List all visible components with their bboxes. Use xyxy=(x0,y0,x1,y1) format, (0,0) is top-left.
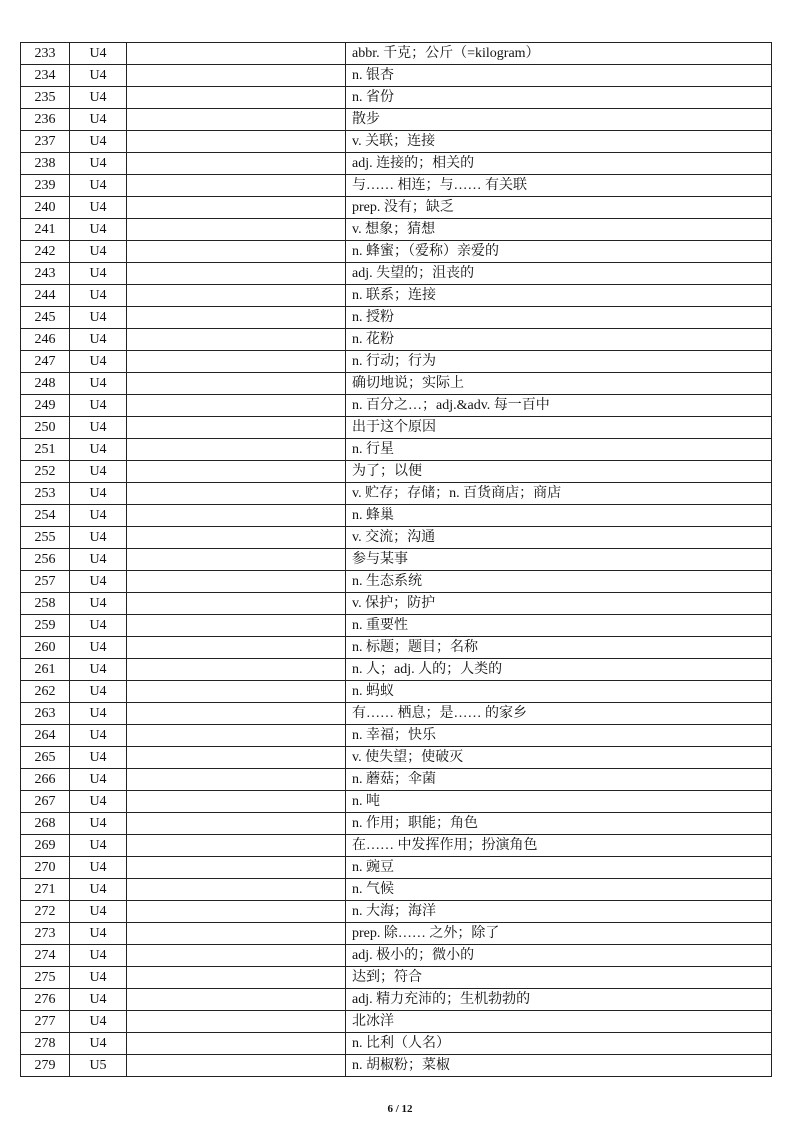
row-number-cell: 278 xyxy=(21,1033,70,1055)
table-row xyxy=(21,241,772,263)
unit-cell: U4 xyxy=(70,967,127,989)
table-row xyxy=(21,989,772,1011)
table-row xyxy=(21,637,772,659)
unit-cell: U4 xyxy=(70,219,127,241)
row-number-cell: 246 xyxy=(21,329,70,351)
table-row xyxy=(21,593,772,615)
row-number-cell: 277 xyxy=(21,1011,70,1033)
meaning-cell: n. 蘑菇；伞菌 xyxy=(346,769,772,791)
table-row xyxy=(21,923,772,945)
unit-cell: U4 xyxy=(70,791,127,813)
meaning-cell: abbr. 千克；公斤（=kilogram） xyxy=(346,43,772,65)
word-cell xyxy=(127,197,346,219)
word-cell xyxy=(127,703,346,725)
row-number-cell: 241 xyxy=(21,219,70,241)
row-number-cell: 255 xyxy=(21,527,70,549)
meaning-cell: v. 贮存；存储；n. 百货商店；商店 xyxy=(346,483,772,505)
word-cell xyxy=(127,879,346,901)
table-row xyxy=(21,219,772,241)
table-row xyxy=(21,835,772,857)
unit-cell: U4 xyxy=(70,813,127,835)
row-number-cell: 274 xyxy=(21,945,70,967)
meaning-cell: n. 重要性 xyxy=(346,615,772,637)
meaning-cell: 参与某事 xyxy=(346,549,772,571)
unit-cell: U4 xyxy=(70,307,127,329)
meaning-cell: 散步 xyxy=(346,109,772,131)
word-cell xyxy=(127,527,346,549)
row-number-cell: 238 xyxy=(21,153,70,175)
table-row xyxy=(21,615,772,637)
word-cell xyxy=(127,241,346,263)
word-cell xyxy=(127,263,346,285)
row-number-cell: 239 xyxy=(21,175,70,197)
unit-cell: U4 xyxy=(70,131,127,153)
table-row xyxy=(21,857,772,879)
row-number-cell: 265 xyxy=(21,747,70,769)
table-row xyxy=(21,439,772,461)
word-cell xyxy=(127,725,346,747)
table-row xyxy=(21,285,772,307)
table-row xyxy=(21,153,772,175)
row-number-cell: 253 xyxy=(21,483,70,505)
row-number-cell: 279 xyxy=(21,1055,70,1077)
unit-cell: U4 xyxy=(70,769,127,791)
meaning-cell: n. 授粉 xyxy=(346,307,772,329)
meaning-cell: 为了；以便 xyxy=(346,461,772,483)
table-row xyxy=(21,791,772,813)
table-row xyxy=(21,769,772,791)
unit-cell: U4 xyxy=(70,923,127,945)
table-row xyxy=(21,197,772,219)
word-cell xyxy=(127,153,346,175)
word-cell xyxy=(127,175,346,197)
meaning-cell: n. 蜂蜜；（爱称）亲爱的 xyxy=(346,241,772,263)
table-row xyxy=(21,395,772,417)
word-cell xyxy=(127,1055,346,1077)
meaning-cell: n. 豌豆 xyxy=(346,857,772,879)
meaning-cell: v. 关联；连接 xyxy=(346,131,772,153)
row-number-cell: 249 xyxy=(21,395,70,417)
unit-cell: U5 xyxy=(70,1055,127,1077)
unit-cell: U4 xyxy=(70,725,127,747)
meaning-cell: prep. 除…… 之外；除了 xyxy=(346,923,772,945)
word-cell xyxy=(127,1033,346,1055)
word-cell xyxy=(127,461,346,483)
unit-cell: U4 xyxy=(70,747,127,769)
word-cell xyxy=(127,549,346,571)
table-row xyxy=(21,549,772,571)
unit-cell: U4 xyxy=(70,901,127,923)
vocabulary-table-body xyxy=(21,43,772,1077)
meaning-cell: prep. 没有；缺乏 xyxy=(346,197,772,219)
table-row xyxy=(21,65,772,87)
unit-cell: U4 xyxy=(70,659,127,681)
meaning-cell: adj. 失望的；沮丧的 xyxy=(346,263,772,285)
row-number-cell: 243 xyxy=(21,263,70,285)
row-number-cell: 273 xyxy=(21,923,70,945)
word-cell xyxy=(127,615,346,637)
meaning-cell: 北冰洋 xyxy=(346,1011,772,1033)
table-row xyxy=(21,417,772,439)
word-cell xyxy=(127,43,346,65)
word-cell xyxy=(127,923,346,945)
table-row xyxy=(21,109,772,131)
meaning-cell: v. 使失望；使破灭 xyxy=(346,747,772,769)
row-number-cell: 252 xyxy=(21,461,70,483)
row-number-cell: 269 xyxy=(21,835,70,857)
word-cell xyxy=(127,571,346,593)
meaning-cell: n. 蜂巢 xyxy=(346,505,772,527)
meaning-cell: n. 蚂蚁 xyxy=(346,681,772,703)
unit-cell: U4 xyxy=(70,417,127,439)
meaning-cell: n. 作用；职能；角色 xyxy=(346,813,772,835)
meaning-cell: 确切地说；实际上 xyxy=(346,373,772,395)
table-row xyxy=(21,747,772,769)
unit-cell: U4 xyxy=(70,1033,127,1055)
row-number-cell: 270 xyxy=(21,857,70,879)
meaning-cell: n. 人；adj. 人的；人类的 xyxy=(346,659,772,681)
row-number-cell: 264 xyxy=(21,725,70,747)
word-cell xyxy=(127,659,346,681)
word-cell xyxy=(127,505,346,527)
row-number-cell: 244 xyxy=(21,285,70,307)
word-cell xyxy=(127,835,346,857)
row-number-cell: 237 xyxy=(21,131,70,153)
meaning-cell: n. 大海；海洋 xyxy=(346,901,772,923)
unit-cell: U4 xyxy=(70,43,127,65)
unit-cell: U4 xyxy=(70,527,127,549)
word-cell xyxy=(127,307,346,329)
word-cell xyxy=(127,219,346,241)
meaning-cell: n. 吨 xyxy=(346,791,772,813)
row-number-cell: 271 xyxy=(21,879,70,901)
word-cell xyxy=(127,395,346,417)
table-row xyxy=(21,1033,772,1055)
word-cell xyxy=(127,593,346,615)
word-cell xyxy=(127,439,346,461)
row-number-cell: 267 xyxy=(21,791,70,813)
meaning-cell: n. 幸福；快乐 xyxy=(346,725,772,747)
meaning-cell: n. 百分之…；adj.&adv. 每一百中 xyxy=(346,395,772,417)
unit-cell: U4 xyxy=(70,989,127,1011)
unit-cell: U4 xyxy=(70,241,127,263)
unit-cell: U4 xyxy=(70,263,127,285)
unit-cell: U4 xyxy=(70,329,127,351)
unit-cell: U4 xyxy=(70,109,127,131)
meaning-cell: n. 胡椒粉；菜椒 xyxy=(346,1055,772,1077)
unit-cell: U4 xyxy=(70,175,127,197)
word-cell xyxy=(127,351,346,373)
word-cell xyxy=(127,857,346,879)
meaning-cell: n. 行星 xyxy=(346,439,772,461)
meaning-cell: n. 行动；行为 xyxy=(346,351,772,373)
word-cell xyxy=(127,131,346,153)
unit-cell: U4 xyxy=(70,351,127,373)
row-number-cell: 250 xyxy=(21,417,70,439)
unit-cell: U4 xyxy=(70,483,127,505)
table-row xyxy=(21,351,772,373)
row-number-cell: 242 xyxy=(21,241,70,263)
table-row xyxy=(21,967,772,989)
unit-cell: U4 xyxy=(70,637,127,659)
row-number-cell: 235 xyxy=(21,87,70,109)
table-row xyxy=(21,131,772,153)
table-row xyxy=(21,1011,772,1033)
table-row xyxy=(21,813,772,835)
table-row xyxy=(21,175,772,197)
unit-cell: U4 xyxy=(70,615,127,637)
table-row xyxy=(21,505,772,527)
table-row xyxy=(21,527,772,549)
table-row xyxy=(21,43,772,65)
meaning-cell: v. 想象；猜想 xyxy=(346,219,772,241)
unit-cell: U4 xyxy=(70,945,127,967)
word-cell xyxy=(127,989,346,1011)
table-row xyxy=(21,901,772,923)
meaning-cell: adj. 精力充沛的；生机勃勃的 xyxy=(346,989,772,1011)
meaning-cell: adj. 连接的；相关的 xyxy=(346,153,772,175)
meaning-cell: 在…… 中发挥作用；扮演角色 xyxy=(346,835,772,857)
word-cell xyxy=(127,285,346,307)
meaning-cell: n. 省份 xyxy=(346,87,772,109)
unit-cell: U4 xyxy=(70,153,127,175)
word-cell xyxy=(127,109,346,131)
meaning-cell: n. 比利（人名） xyxy=(346,1033,772,1055)
row-number-cell: 257 xyxy=(21,571,70,593)
meaning-cell: 有…… 栖息；是…… 的家乡 xyxy=(346,703,772,725)
table-row xyxy=(21,1055,772,1077)
row-number-cell: 259 xyxy=(21,615,70,637)
word-cell xyxy=(127,65,346,87)
unit-cell: U4 xyxy=(70,65,127,87)
row-number-cell: 258 xyxy=(21,593,70,615)
table-row xyxy=(21,571,772,593)
row-number-cell: 275 xyxy=(21,967,70,989)
word-cell xyxy=(127,1011,346,1033)
meaning-cell: v. 交流；沟通 xyxy=(346,527,772,549)
unit-cell: U4 xyxy=(70,835,127,857)
row-number-cell: 245 xyxy=(21,307,70,329)
table-row xyxy=(21,659,772,681)
word-cell xyxy=(127,813,346,835)
unit-cell: U4 xyxy=(70,505,127,527)
meaning-cell: n. 银杏 xyxy=(346,65,772,87)
meaning-cell: 达到；符合 xyxy=(346,967,772,989)
table-row xyxy=(21,307,772,329)
row-number-cell: 268 xyxy=(21,813,70,835)
row-number-cell: 261 xyxy=(21,659,70,681)
unit-cell: U4 xyxy=(70,373,127,395)
table-row xyxy=(21,483,772,505)
meaning-cell: n. 标题；题目；名称 xyxy=(346,637,772,659)
row-number-cell: 247 xyxy=(21,351,70,373)
meaning-cell: n. 花粉 xyxy=(346,329,772,351)
word-cell xyxy=(127,967,346,989)
row-number-cell: 248 xyxy=(21,373,70,395)
unit-cell: U4 xyxy=(70,1011,127,1033)
meaning-cell: n. 气候 xyxy=(346,879,772,901)
word-cell xyxy=(127,87,346,109)
unit-cell: U4 xyxy=(70,87,127,109)
unit-cell: U4 xyxy=(70,593,127,615)
word-cell xyxy=(127,637,346,659)
word-cell xyxy=(127,769,346,791)
word-cell xyxy=(127,681,346,703)
word-cell xyxy=(127,945,346,967)
row-number-cell: 240 xyxy=(21,197,70,219)
table-row xyxy=(21,461,772,483)
row-number-cell: 254 xyxy=(21,505,70,527)
table-row xyxy=(21,945,772,967)
table-row xyxy=(21,373,772,395)
unit-cell: U4 xyxy=(70,285,127,307)
word-cell xyxy=(127,417,346,439)
word-cell xyxy=(127,373,346,395)
row-number-cell: 263 xyxy=(21,703,70,725)
meaning-cell: n. 联系；连接 xyxy=(346,285,772,307)
meaning-cell: 出于这个原因 xyxy=(346,417,772,439)
unit-cell: U4 xyxy=(70,879,127,901)
row-number-cell: 260 xyxy=(21,637,70,659)
page-number: 6 / 12 xyxy=(387,1103,413,1115)
meaning-cell: v. 保护；防护 xyxy=(346,593,772,615)
row-number-cell: 236 xyxy=(21,109,70,131)
unit-cell: U4 xyxy=(70,703,127,725)
meaning-cell: adj. 极小的；微小的 xyxy=(346,945,772,967)
row-number-cell: 276 xyxy=(21,989,70,1011)
unit-cell: U4 xyxy=(70,549,127,571)
table-row xyxy=(21,879,772,901)
row-number-cell: 272 xyxy=(21,901,70,923)
table-row xyxy=(21,681,772,703)
table-row xyxy=(21,703,772,725)
unit-cell: U4 xyxy=(70,681,127,703)
unit-cell: U4 xyxy=(70,571,127,593)
unit-cell: U4 xyxy=(70,395,127,417)
word-cell xyxy=(127,483,346,505)
unit-cell: U4 xyxy=(70,461,127,483)
word-cell xyxy=(127,791,346,813)
table-row xyxy=(21,329,772,351)
row-number-cell: 266 xyxy=(21,769,70,791)
vocabulary-table xyxy=(20,42,772,1077)
word-cell xyxy=(127,747,346,769)
table-row xyxy=(21,263,772,285)
row-number-cell: 233 xyxy=(21,43,70,65)
row-number-cell: 256 xyxy=(21,549,70,571)
unit-cell: U4 xyxy=(70,197,127,219)
unit-cell: U4 xyxy=(70,857,127,879)
word-cell xyxy=(127,901,346,923)
table-row xyxy=(21,725,772,747)
table-row xyxy=(21,87,772,109)
meaning-cell: 与…… 相连；与…… 有关联 xyxy=(346,175,772,197)
meaning-cell: n. 生态系统 xyxy=(346,571,772,593)
word-cell xyxy=(127,329,346,351)
row-number-cell: 262 xyxy=(21,681,70,703)
unit-cell: U4 xyxy=(70,439,127,461)
row-number-cell: 234 xyxy=(21,65,70,87)
row-number-cell: 251 xyxy=(21,439,70,461)
